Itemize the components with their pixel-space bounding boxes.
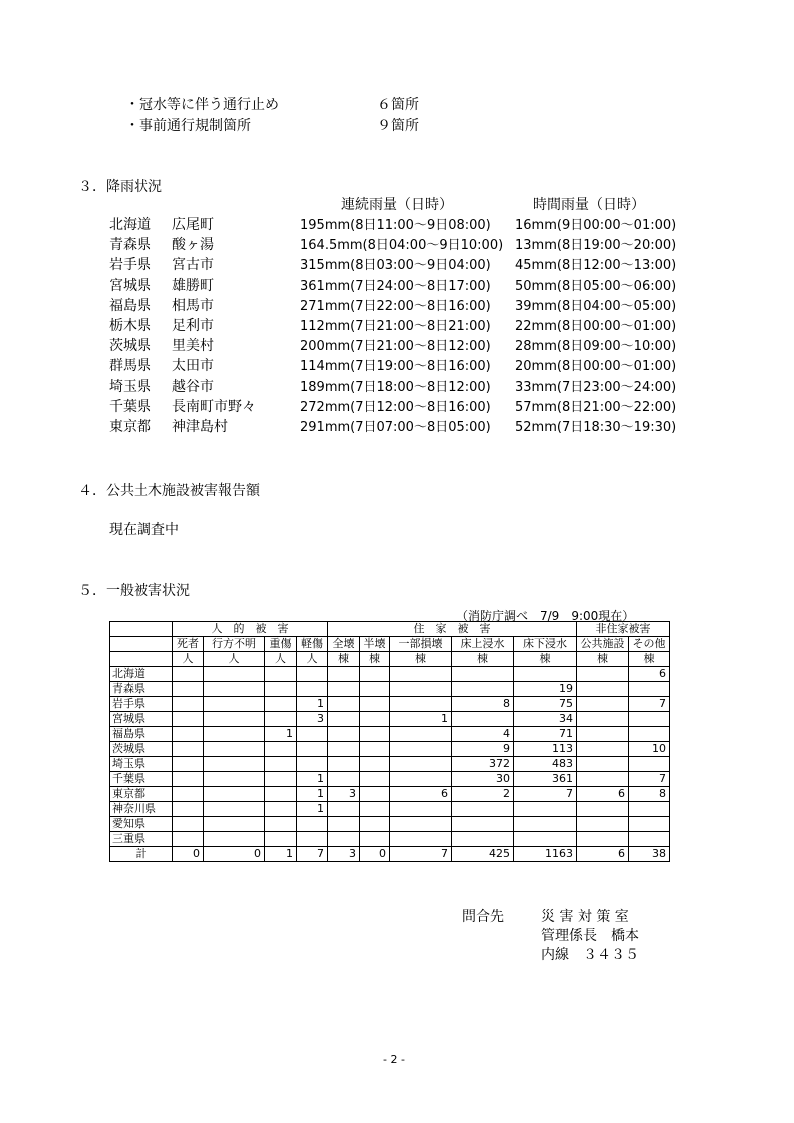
- value-cell: 6: [390, 787, 452, 802]
- rain-hourly: 52mm(7日18:30～19:30): [515, 420, 677, 435]
- group-header-human: 人 的 被 害: [173, 622, 328, 637]
- value-cell: 6: [577, 787, 629, 802]
- damage-table: [109, 621, 670, 862]
- value-cell: 4: [452, 727, 514, 742]
- value-cell: [328, 742, 360, 757]
- group-header-housing: 住 家 被 害: [328, 622, 577, 637]
- value-cell: 7: [629, 697, 670, 712]
- rain-location: 里美村: [172, 338, 214, 355]
- value-cell: [514, 667, 577, 682]
- value-cell: [390, 682, 452, 697]
- value-cell: [173, 697, 204, 712]
- corner-cell: [110, 622, 173, 637]
- rain-prefecture: 東京都: [109, 419, 151, 435]
- rain-location: 足利市: [172, 318, 214, 334]
- rain-location: 神津島村: [172, 419, 228, 435]
- value-cell: [297, 667, 328, 682]
- value-cell: [360, 772, 390, 787]
- value-cell: [360, 727, 390, 742]
- value-cell: [204, 667, 265, 682]
- rain-location: 酸ヶ湯: [172, 237, 214, 254]
- value-cell: [629, 832, 670, 847]
- unit-cell: 棟: [452, 652, 514, 667]
- value-cell: 1: [297, 697, 328, 712]
- value-cell: [265, 757, 297, 772]
- value-cell: [173, 682, 204, 697]
- value-cell: [297, 757, 328, 772]
- value-cell: [577, 682, 629, 697]
- prefecture-cell: 北海道: [110, 667, 173, 682]
- value-cell: [577, 712, 629, 727]
- unit-cell: 棟: [390, 652, 452, 667]
- rain-prefecture: 埼玉県: [109, 378, 151, 395]
- value-cell: [297, 832, 328, 847]
- column-header: 一部損壊: [390, 637, 452, 652]
- column-header: 公共施設: [577, 637, 629, 652]
- value-cell: [577, 727, 629, 742]
- value-cell: [629, 712, 670, 727]
- value-cell: 7: [390, 847, 452, 862]
- value-cell: 1: [265, 727, 297, 742]
- value-cell: [265, 832, 297, 847]
- value-cell: 1163: [514, 847, 577, 862]
- prefecture-cell: 東京都: [110, 787, 173, 802]
- rain-prefecture: 宮城県: [109, 277, 151, 294]
- group-header-non-housing: 非住家被害: [577, 622, 670, 637]
- value-cell: 361: [514, 772, 577, 787]
- public-works-status: 現在調査中: [109, 522, 179, 538]
- value-cell: 7: [514, 787, 577, 802]
- value-cell: 38: [629, 847, 670, 862]
- rain-prefecture: 福島県: [109, 297, 151, 314]
- table-row: [110, 817, 670, 832]
- rain-col-continuous: 連続雨量（日時）: [341, 197, 453, 213]
- value-cell: 19: [514, 682, 577, 697]
- table-row: [110, 742, 670, 757]
- prefecture-cell: 宮城県: [110, 712, 173, 727]
- rain-continuous: 315mm(8日03:00～9日04:00): [300, 258, 491, 274]
- value-cell: [265, 682, 297, 697]
- value-cell: [360, 667, 390, 682]
- rain-hourly: 22mm(8日00:00～01:00): [515, 319, 677, 334]
- rain-location: 太田市: [172, 358, 214, 375]
- value-cell: [452, 832, 514, 847]
- rain-location: 越谷市: [172, 378, 214, 395]
- value-cell: [514, 802, 577, 817]
- rain-continuous: 272mm(7日12:00～8日16:00): [300, 399, 491, 415]
- unit-cell: 棟: [360, 652, 390, 667]
- value-cell: [173, 772, 204, 787]
- unit-cell: 人: [297, 652, 328, 667]
- contact-label: 問合先: [462, 909, 504, 925]
- rain-continuous: 195mm(8日11:00～9日08:00): [300, 218, 491, 233]
- total-label: 計: [110, 847, 173, 862]
- traffic-item-label: ・冠水等に伴う通行止め: [125, 97, 279, 113]
- table-row: [110, 757, 670, 772]
- value-cell: [204, 742, 265, 757]
- unit-cell: 棟: [328, 652, 360, 667]
- value-cell: [204, 787, 265, 802]
- value-cell: [204, 727, 265, 742]
- value-cell: [265, 697, 297, 712]
- prefecture-cell: 埼玉県: [110, 757, 173, 772]
- column-header: 軽傷: [297, 637, 328, 652]
- rain-continuous: 200mm(7日21:00～8日12:00): [300, 339, 491, 355]
- value-cell: 0: [204, 847, 265, 862]
- table-row: [110, 667, 670, 682]
- rain-hourly: 16mm(9日00:00～01:00): [515, 218, 677, 233]
- value-cell: [265, 817, 297, 832]
- rain-prefecture: 北海道: [109, 217, 151, 233]
- value-cell: [265, 772, 297, 787]
- traffic-item-value: ６箇所: [377, 97, 419, 113]
- value-cell: [514, 817, 577, 832]
- column-header: 半壊: [360, 637, 390, 652]
- rain-hourly: 33mm(7日23:00～24:00): [515, 379, 677, 395]
- value-cell: [328, 682, 360, 697]
- value-cell: [204, 802, 265, 817]
- value-cell: [577, 742, 629, 757]
- value-cell: [390, 727, 452, 742]
- value-cell: [390, 772, 452, 787]
- rain-prefecture: 千葉県: [109, 398, 151, 415]
- rain-hourly: 50mm(8日05:00～06:00): [515, 278, 677, 294]
- value-cell: [390, 757, 452, 772]
- value-cell: 113: [514, 742, 577, 757]
- value-cell: [328, 772, 360, 787]
- page-number: - 2 -: [383, 1053, 405, 1066]
- value-cell: [297, 727, 328, 742]
- value-cell: 1: [297, 772, 328, 787]
- rain-continuous: 114mm(7日19:00～8日16:00): [300, 359, 491, 375]
- rain-prefecture: 茨城県: [109, 338, 151, 355]
- value-cell: 6: [629, 667, 670, 682]
- rain-hourly: 28mm(8日09:00～10:00): [515, 339, 677, 355]
- value-cell: [360, 682, 390, 697]
- value-cell: [173, 727, 204, 742]
- table-row: [110, 697, 670, 712]
- value-cell: [173, 787, 204, 802]
- source-note: （消防庁調べ 7/9 9:00現在）: [456, 609, 635, 623]
- table-row: [110, 802, 670, 817]
- traffic-item-label: ・事前通行規制箇所: [125, 118, 251, 134]
- column-header: その他: [629, 637, 670, 652]
- value-cell: 0: [360, 847, 390, 862]
- value-cell: 75: [514, 697, 577, 712]
- value-cell: [328, 832, 360, 847]
- value-cell: [629, 727, 670, 742]
- unit-cell: 人: [173, 652, 204, 667]
- value-cell: [265, 667, 297, 682]
- value-cell: [204, 697, 265, 712]
- value-cell: [328, 802, 360, 817]
- value-cell: [265, 742, 297, 757]
- rain-col-hourly: 時間雨量（日時）: [533, 197, 645, 213]
- value-cell: [629, 757, 670, 772]
- total-row: [110, 847, 670, 862]
- prefecture-cell: 茨城県: [110, 742, 173, 757]
- value-cell: [577, 802, 629, 817]
- rain-continuous: 271mm(7日22:00～8日16:00): [300, 298, 491, 314]
- rain-location: 広尾町: [172, 217, 214, 233]
- value-cell: [577, 757, 629, 772]
- value-cell: [297, 817, 328, 832]
- value-cell: [173, 802, 204, 817]
- value-cell: [204, 832, 265, 847]
- value-cell: 372: [452, 757, 514, 772]
- table-row: [110, 787, 670, 802]
- table-row: [110, 832, 670, 847]
- value-cell: [577, 697, 629, 712]
- column-header: 死者: [173, 637, 204, 652]
- value-cell: 8: [629, 787, 670, 802]
- rain-continuous: 361mm(7日24:00～8日17:00): [300, 278, 491, 294]
- value-cell: [328, 697, 360, 712]
- value-cell: [360, 817, 390, 832]
- value-cell: 10: [629, 742, 670, 757]
- prefecture-cell: 福島県: [110, 727, 173, 742]
- column-header: 全壊: [328, 637, 360, 652]
- value-cell: [452, 802, 514, 817]
- corner-cell: [110, 637, 173, 652]
- value-cell: [360, 742, 390, 757]
- rain-prefecture: 群馬県: [109, 358, 151, 375]
- value-cell: [297, 742, 328, 757]
- prefecture-cell: 青森県: [110, 682, 173, 697]
- value-cell: 3: [297, 712, 328, 727]
- table-row: [110, 772, 670, 787]
- value-cell: [390, 667, 452, 682]
- unit-cell: 棟: [514, 652, 577, 667]
- value-cell: [390, 802, 452, 817]
- value-cell: [328, 757, 360, 772]
- value-cell: 7: [629, 772, 670, 787]
- table-row: [110, 712, 670, 727]
- prefecture-cell: 愛知県: [110, 817, 173, 832]
- unit-cell: 棟: [629, 652, 670, 667]
- rain-hourly: 13mm(8日19:00～20:00): [515, 238, 677, 254]
- value-cell: [452, 712, 514, 727]
- prefecture-cell: 三重県: [110, 832, 173, 847]
- value-cell: [265, 787, 297, 802]
- value-cell: [328, 667, 360, 682]
- rain-location: 長南町市野々: [172, 398, 256, 415]
- contact-office: 災 害 対 策 室: [541, 909, 629, 925]
- value-cell: [390, 817, 452, 832]
- value-cell: 2: [452, 787, 514, 802]
- value-cell: 0: [173, 847, 204, 862]
- column-header: 床上浸水: [452, 637, 514, 652]
- rain-heading: ３．降雨状況: [78, 179, 162, 195]
- rain-prefecture: 青森県: [109, 237, 151, 254]
- rain-continuous: 112mm(7日21:00～8日21:00): [300, 319, 491, 334]
- value-cell: 1: [390, 712, 452, 727]
- value-cell: [629, 802, 670, 817]
- value-cell: [297, 682, 328, 697]
- value-cell: [452, 682, 514, 697]
- unit-cell: 人: [265, 652, 297, 667]
- column-header: 重傷: [265, 637, 297, 652]
- rain-continuous: 189mm(7日18:00～8日12:00): [300, 379, 491, 395]
- value-cell: 71: [514, 727, 577, 742]
- value-cell: 34: [514, 712, 577, 727]
- value-cell: [514, 832, 577, 847]
- rain-location: 雄勝町: [172, 277, 214, 294]
- value-cell: [204, 712, 265, 727]
- value-cell: [452, 817, 514, 832]
- value-cell: [452, 667, 514, 682]
- value-cell: [204, 772, 265, 787]
- value-cell: [390, 697, 452, 712]
- value-cell: [204, 817, 265, 832]
- value-cell: [577, 667, 629, 682]
- value-cell: 483: [514, 757, 577, 772]
- value-cell: [360, 832, 390, 847]
- value-cell: [173, 712, 204, 727]
- public-works-heading: ４．公共土木施設被害報告額: [78, 483, 260, 499]
- value-cell: [173, 742, 204, 757]
- value-cell: [390, 742, 452, 757]
- contact-person: 管理係長 橋本: [541, 928, 639, 944]
- rain-continuous: 291mm(7日07:00～8日05:00): [300, 420, 491, 435]
- value-cell: [577, 832, 629, 847]
- unit-cell: 棟: [577, 652, 629, 667]
- value-cell: 9: [452, 742, 514, 757]
- value-cell: [360, 712, 390, 727]
- rain-prefecture: 栃木県: [109, 318, 151, 334]
- value-cell: [173, 757, 204, 772]
- value-cell: [629, 682, 670, 697]
- general-damage-heading: ５．一般被害状況: [78, 583, 190, 599]
- contact-extension: 内線 ３４３５: [541, 947, 639, 963]
- value-cell: [360, 802, 390, 817]
- value-cell: 3: [328, 847, 360, 862]
- value-cell: [173, 832, 204, 847]
- value-cell: [265, 802, 297, 817]
- table-row: [110, 727, 670, 742]
- corner-cell: [110, 652, 173, 667]
- value-cell: [204, 757, 265, 772]
- rain-hourly: 45mm(8日12:00～13:00): [515, 258, 677, 274]
- value-cell: 7: [297, 847, 328, 862]
- column-header: 床下浸水: [514, 637, 577, 652]
- value-cell: 8: [452, 697, 514, 712]
- rain-hourly: 57mm(8日21:00～22:00): [515, 399, 677, 415]
- value-cell: [577, 817, 629, 832]
- value-cell: [629, 817, 670, 832]
- rain-continuous: 164.5mm(8日04:00～9日10:00): [300, 238, 504, 254]
- rain-hourly: 20mm(8日00:00～01:00): [515, 359, 677, 375]
- traffic-item-value: ９箇所: [377, 118, 419, 134]
- value-cell: [173, 667, 204, 682]
- rain-hourly: 39mm(8日04:00～05:00): [515, 298, 677, 314]
- prefecture-cell: 千葉県: [110, 772, 173, 787]
- value-cell: [173, 817, 204, 832]
- value-cell: 1: [297, 802, 328, 817]
- value-cell: [390, 832, 452, 847]
- value-cell: [328, 817, 360, 832]
- rain-location: 宮古市: [172, 257, 214, 274]
- rain-prefecture: 岩手県: [109, 257, 151, 274]
- prefecture-cell: 岩手県: [110, 697, 173, 712]
- value-cell: 1: [297, 787, 328, 802]
- prefecture-cell: 神奈川県: [110, 802, 173, 817]
- value-cell: [360, 757, 390, 772]
- value-cell: 425: [452, 847, 514, 862]
- value-cell: [360, 787, 390, 802]
- value-cell: 6: [577, 847, 629, 862]
- value-cell: [360, 697, 390, 712]
- column-header: 行方不明: [204, 637, 265, 652]
- value-cell: [577, 772, 629, 787]
- value-cell: 1: [265, 847, 297, 862]
- unit-cell: 人: [204, 652, 265, 667]
- value-cell: [204, 682, 265, 697]
- value-cell: 3: [328, 787, 360, 802]
- value-cell: 30: [452, 772, 514, 787]
- table-row: [110, 682, 670, 697]
- value-cell: [265, 712, 297, 727]
- rain-location: 相馬市: [172, 297, 214, 314]
- value-cell: [328, 727, 360, 742]
- value-cell: [328, 712, 360, 727]
